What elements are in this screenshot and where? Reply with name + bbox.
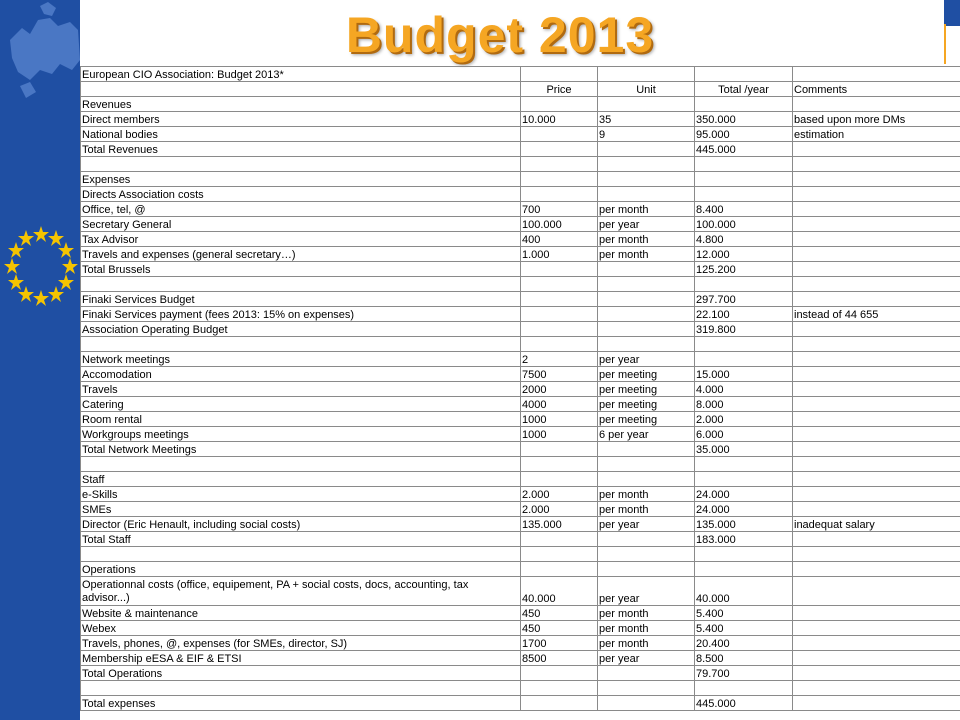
table-cell — [521, 322, 598, 337]
table-cell — [695, 157, 793, 172]
table-cell — [521, 142, 598, 157]
table-cell — [521, 442, 598, 457]
table-cell — [793, 502, 960, 517]
table-cell — [695, 457, 793, 472]
table-row — [81, 517, 960, 532]
table-cell: 4000 — [521, 397, 598, 412]
table-cell — [695, 172, 793, 187]
table-row — [81, 277, 960, 292]
table-row — [81, 472, 960, 487]
row-label-cell: European CIO Association: Budget 2013* — [81, 67, 521, 82]
table-cell — [793, 427, 960, 442]
table-cell: 1.000 — [521, 247, 598, 262]
row-label-cell: Office, tel, @ — [81, 202, 521, 217]
table-row — [81, 562, 960, 577]
table-cell: 2.000 — [521, 487, 598, 502]
table-cell — [598, 292, 695, 307]
row-label-cell: Total Brussels — [81, 262, 521, 277]
row-label-cell: Finaki Services payment (fees 2013: 15% on expenses) — [81, 307, 521, 322]
table-cell — [598, 337, 695, 352]
table-cell — [793, 217, 960, 232]
table-cell — [793, 636, 960, 651]
table-cell — [521, 337, 598, 352]
row-label-cell: Total expenses — [81, 696, 521, 711]
table-row — [81, 112, 960, 127]
row-label-cell — [81, 681, 521, 696]
table-cell: 24.000 — [695, 502, 793, 517]
table-cell — [521, 277, 598, 292]
table-row — [81, 412, 960, 427]
budget-table — [80, 66, 960, 711]
table-cell — [793, 472, 960, 487]
table-cell — [521, 307, 598, 322]
table-cell — [793, 696, 960, 711]
table-cell — [598, 322, 695, 337]
table-cell: based upon more DMs — [793, 112, 960, 127]
table-cell: 6 per year — [598, 427, 695, 442]
budget-table-body — [81, 67, 960, 711]
table-row — [81, 636, 960, 651]
table-cell — [695, 187, 793, 202]
table-cell: per month — [598, 487, 695, 502]
corner-decoration — [944, 0, 960, 26]
table-cell: 2.000 — [695, 412, 793, 427]
table-cell: 8.000 — [695, 397, 793, 412]
row-label-cell: Accomodation — [81, 367, 521, 382]
table-row — [81, 681, 960, 696]
table-cell: 100.000 — [521, 217, 598, 232]
table-cell — [598, 562, 695, 577]
row-label-cell: Finaki Services Budget — [81, 292, 521, 307]
table-cell: per month — [598, 606, 695, 621]
table-cell: 319.800 — [695, 322, 793, 337]
table-row — [81, 427, 960, 442]
table-cell — [793, 681, 960, 696]
table-cell — [793, 247, 960, 262]
row-label-cell: Director (Eric Henault, including social costs) — [81, 517, 521, 532]
table-cell — [793, 382, 960, 397]
eu-decoration-graphic — [0, 0, 80, 720]
table-cell — [793, 412, 960, 427]
table-cell — [793, 562, 960, 577]
row-label-cell: Direct members — [81, 112, 521, 127]
table-cell: 100.000 — [695, 217, 793, 232]
table-cell — [521, 696, 598, 711]
table-cell — [598, 67, 695, 82]
table-cell: 1000 — [521, 427, 598, 442]
table-cell: per month — [598, 232, 695, 247]
row-label-cell: Expenses — [81, 172, 521, 187]
table-row — [81, 82, 960, 97]
table-cell: 9 — [598, 127, 695, 142]
table-cell: per year — [598, 651, 695, 666]
table-row — [81, 457, 960, 472]
table-row — [81, 606, 960, 621]
table-cell — [695, 562, 793, 577]
table-cell — [793, 337, 960, 352]
table-cell: 135.000 — [695, 517, 793, 532]
table-cell — [793, 232, 960, 247]
row-label-cell: Association Operating Budget — [81, 322, 521, 337]
table-cell — [598, 187, 695, 202]
table-row — [81, 187, 960, 202]
row-label-cell: Room rental — [81, 412, 521, 427]
table-cell — [793, 97, 960, 112]
table-cell: 40.000 — [521, 577, 598, 606]
table-cell: per meeting — [598, 382, 695, 397]
row-label-cell: Travels — [81, 382, 521, 397]
table-cell: per month — [598, 621, 695, 636]
table-cell: per month — [598, 636, 695, 651]
row-label-cell: Network meetings — [81, 352, 521, 367]
table-row — [81, 292, 960, 307]
table-cell: 7500 — [521, 367, 598, 382]
table-cell — [521, 172, 598, 187]
table-cell — [521, 457, 598, 472]
table-cell — [521, 666, 598, 681]
table-cell: 95.000 — [695, 127, 793, 142]
table-row — [81, 232, 960, 247]
table-row — [81, 577, 960, 606]
row-label-cell: Secretary General — [81, 217, 521, 232]
row-label-cell: Total Network Meetings — [81, 442, 521, 457]
table-cell — [793, 322, 960, 337]
row-label-cell: e-Skills — [81, 487, 521, 502]
table-cell: 40.000 — [695, 577, 793, 606]
table-cell — [521, 97, 598, 112]
table-cell: 8.500 — [695, 651, 793, 666]
row-label-cell: Staff — [81, 472, 521, 487]
table-row — [81, 262, 960, 277]
table-cell: 6.000 — [695, 427, 793, 442]
table-cell: 400 — [521, 232, 598, 247]
table-cell: 125.200 — [695, 262, 793, 277]
left-blue-band — [0, 0, 80, 720]
table-cell: per year — [598, 517, 695, 532]
table-row — [81, 696, 960, 711]
table-cell — [793, 172, 960, 187]
row-label-cell: Workgroups meetings — [81, 427, 521, 442]
table-row — [81, 382, 960, 397]
table-cell — [598, 157, 695, 172]
table-cell — [521, 532, 598, 547]
row-label-cell — [81, 277, 521, 292]
table-cell — [598, 666, 695, 681]
table-cell: 4.800 — [695, 232, 793, 247]
row-label-cell: Total Staff — [81, 532, 521, 547]
table-cell — [793, 187, 960, 202]
table-cell — [598, 307, 695, 322]
table-cell — [793, 487, 960, 502]
row-label-cell — [81, 157, 521, 172]
table-row — [81, 621, 960, 636]
table-row — [81, 487, 960, 502]
table-cell — [598, 681, 695, 696]
table-cell — [598, 472, 695, 487]
table-cell — [793, 577, 960, 606]
table-cell: Total /year — [695, 82, 793, 97]
table-cell — [695, 681, 793, 696]
table-row — [81, 142, 960, 157]
table-row — [81, 502, 960, 517]
table-cell: per year — [598, 577, 695, 606]
table-cell: Comments — [793, 82, 960, 97]
table-cell — [695, 352, 793, 367]
table-cell: per year — [598, 352, 695, 367]
table-cell — [521, 562, 598, 577]
row-label-cell: Travels and expenses (general secretary…) — [81, 247, 521, 262]
row-label-cell: Tax Advisor — [81, 232, 521, 247]
table-cell: per meeting — [598, 397, 695, 412]
table-cell — [598, 457, 695, 472]
table-cell — [521, 292, 598, 307]
table-cell — [695, 277, 793, 292]
table-cell — [793, 666, 960, 681]
table-cell: 5.400 — [695, 606, 793, 621]
table-cell — [695, 97, 793, 112]
table-cell — [793, 352, 960, 367]
row-label-cell — [81, 547, 521, 562]
table-row — [81, 442, 960, 457]
table-cell — [793, 202, 960, 217]
table-row — [81, 247, 960, 262]
row-label-cell — [81, 337, 521, 352]
table-cell — [793, 157, 960, 172]
row-label-cell — [81, 457, 521, 472]
row-label-cell: Catering — [81, 397, 521, 412]
table-cell — [598, 172, 695, 187]
table-cell: 1000 — [521, 412, 598, 427]
table-cell — [793, 532, 960, 547]
table-cell: 12.000 — [695, 247, 793, 262]
table-cell: 35 — [598, 112, 695, 127]
table-cell — [598, 442, 695, 457]
table-cell: 4.000 — [695, 382, 793, 397]
table-cell — [598, 696, 695, 711]
table-cell — [793, 262, 960, 277]
table-cell: per meeting — [598, 367, 695, 382]
table-row — [81, 217, 960, 232]
table-cell — [793, 367, 960, 382]
table-row — [81, 307, 960, 322]
table-cell: inadequat salary — [793, 517, 960, 532]
table-cell: 450 — [521, 606, 598, 621]
table-cell — [793, 277, 960, 292]
row-label-cell: Total Operations — [81, 666, 521, 681]
table-cell: 183.000 — [695, 532, 793, 547]
table-cell — [521, 127, 598, 142]
table-cell — [598, 142, 695, 157]
row-label-cell: Operationnal costs (office, equipement, PA + social costs, docs, accounting, tax advisor...) — [81, 577, 521, 606]
table-cell — [521, 187, 598, 202]
table-cell — [521, 681, 598, 696]
table-cell — [793, 442, 960, 457]
row-label-cell: SMEs — [81, 502, 521, 517]
table-row — [81, 547, 960, 562]
table-cell — [793, 397, 960, 412]
row-label-cell: Membership eESA & EIF & ETSI — [81, 651, 521, 666]
table-cell — [695, 337, 793, 352]
table-cell — [793, 142, 960, 157]
table-cell — [598, 262, 695, 277]
table-cell — [695, 547, 793, 562]
table-cell — [793, 67, 960, 82]
table-row — [81, 67, 960, 82]
row-label-cell: Website & maintenance — [81, 606, 521, 621]
table-cell — [521, 547, 598, 562]
table-cell — [695, 472, 793, 487]
table-row — [81, 157, 960, 172]
table-row — [81, 397, 960, 412]
table-row — [81, 322, 960, 337]
row-label-cell: National bodies — [81, 127, 521, 142]
table-row — [81, 367, 960, 382]
table-row — [81, 172, 960, 187]
table-cell — [521, 262, 598, 277]
table-cell: 450 — [521, 621, 598, 636]
table-row — [81, 666, 960, 681]
table-cell: 15.000 — [695, 367, 793, 382]
table-cell: 135.000 — [521, 517, 598, 532]
table-cell: 8500 — [521, 651, 598, 666]
table-cell — [793, 292, 960, 307]
table-cell: 350.000 — [695, 112, 793, 127]
row-label-cell: Operations — [81, 562, 521, 577]
row-label-cell: Travels, phones, @, expenses (for SMEs, director, SJ) — [81, 636, 521, 651]
table-cell: 1700 — [521, 636, 598, 651]
table-cell: 445.000 — [695, 696, 793, 711]
table-cell — [793, 457, 960, 472]
table-cell: 20.400 — [695, 636, 793, 651]
table-cell — [521, 67, 598, 82]
table-cell: 5.400 — [695, 621, 793, 636]
table-cell — [521, 157, 598, 172]
table-cell: 24.000 — [695, 487, 793, 502]
accent-line — [944, 24, 946, 64]
table-cell — [598, 97, 695, 112]
table-cell: per meeting — [598, 412, 695, 427]
table-row — [81, 651, 960, 666]
table-row — [81, 352, 960, 367]
table-cell: 700 — [521, 202, 598, 217]
row-label-cell: Webex — [81, 621, 521, 636]
table-cell: 22.100 — [695, 307, 793, 322]
row-label-cell: Directs Association costs — [81, 187, 521, 202]
table-cell: instead of 44 655 — [793, 307, 960, 322]
table-row — [81, 97, 960, 112]
table-cell: per month — [598, 247, 695, 262]
table-cell: 297.700 — [695, 292, 793, 307]
table-cell: per year — [598, 217, 695, 232]
table-cell: 2.000 — [521, 502, 598, 517]
row-label-cell: Revenues — [81, 97, 521, 112]
table-cell: 8.400 — [695, 202, 793, 217]
europe-map-icon — [10, 2, 80, 98]
table-cell: 445.000 — [695, 142, 793, 157]
slide-title: Budget 2013 — [345, 7, 655, 63]
table-cell — [695, 67, 793, 82]
table-row — [81, 337, 960, 352]
table-cell: 2000 — [521, 382, 598, 397]
table-cell: Unit — [598, 82, 695, 97]
table-cell — [598, 547, 695, 562]
table-cell — [793, 621, 960, 636]
table-cell: 10.000 — [521, 112, 598, 127]
table-cell: estimation — [793, 127, 960, 142]
table-row — [81, 127, 960, 142]
table-cell: 79.700 — [695, 666, 793, 681]
table-row — [81, 202, 960, 217]
table-cell: per month — [598, 502, 695, 517]
table-cell — [598, 532, 695, 547]
eu-stars-icon — [4, 226, 78, 306]
table-cell — [521, 472, 598, 487]
table-cell — [793, 606, 960, 621]
table-cell: 2 — [521, 352, 598, 367]
table-cell: 35.000 — [695, 442, 793, 457]
table-cell: per month — [598, 202, 695, 217]
row-label-cell: Total Revenues — [81, 142, 521, 157]
table-cell — [598, 277, 695, 292]
table-row — [81, 532, 960, 547]
row-label-cell — [81, 82, 521, 97]
table-cell — [793, 547, 960, 562]
table-cell: Price — [521, 82, 598, 97]
table-cell — [793, 651, 960, 666]
